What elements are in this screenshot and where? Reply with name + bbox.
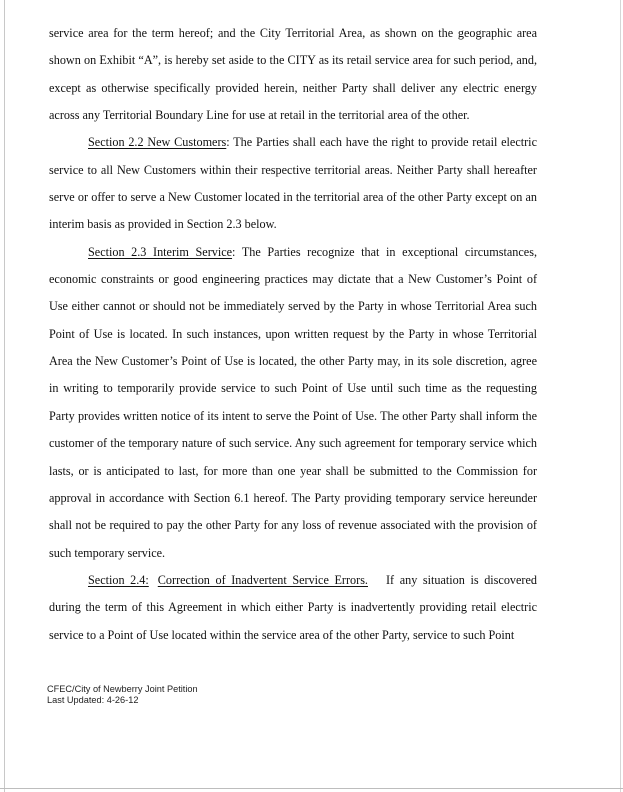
page-edge-left [4, 0, 5, 792]
section-2-3-body: The Parties recognize that in exceptional circumstances, economic constraints or good engineering practices may dictate that a New Customer’s Point of Use either cannot or should not be immediately served by the Party in whose Territorial Area such Point of Use is located. In such instances, upon written request by the Party in whose Territorial Area the New Customer’s Point of Use is located, the other Party may, in its sole discretion, agree in writing to temporarily provide service to such Point of Use until such time as the requesting Party provides written notice of its intent to serve the Point of Use. The other Party shall inform the customer of the temporary nature of such service. Any such agreement for temporary service which lasts, or is anticipated to last, for more than one year shall be submitted to the Commission for approval in accordance with Section 6.1 hereof. The Party providing temporary service hereunder shall not be required to pay the other Party for any loss of revenue associated with the provision of such temporary service. [49, 244, 537, 560]
continued-paragraph: service area for the term hereof; and the City Territorial Area, as shown on the geographic area shown on Exhibit “A”, is hereby set aside to the CITY as its retail service area for such period, and, except as otherwise specifically provided herein, neither Party shall deliver any electric energy across any Territorial Boundary Line for use at retail in the territorial area of the other. [49, 26, 537, 123]
section-2-2-paragraph [49, 129, 537, 238]
section-2-4-title: Correction of Inadvertent Service Errors. [157, 572, 368, 587]
page-edge-bottom [0, 788, 623, 789]
section-2-4-paragraph [49, 567, 537, 649]
page-footer [47, 684, 198, 706]
section-2-4-body: If any situation is discovered during the term of this Agreement in which either Party is inadvertently providing retail electric service to a Point of Use located within the service area of the other Party, service to such Point [49, 572, 537, 642]
section-2-2-heading: Section 2.2 New Customers [88, 135, 227, 150]
section-2-4-number: Section 2.4: [88, 572, 149, 587]
section-2-3-paragraph [49, 239, 537, 567]
section-2-2-separator: : [226, 135, 230, 150]
page-edge-right [620, 0, 621, 792]
footer-petition-title: CFEC/City of Newberry Joint Petition [47, 684, 198, 694]
section-2-3-heading: Section 2.3 Interim Service [88, 244, 233, 259]
document-body [49, 20, 537, 649]
footer-last-updated: Last Updated: 4-26-12 [47, 695, 139, 705]
section-2-3-separator: : [232, 244, 236, 259]
section-2-2-body: The Parties shall each have the right to provide retail electric service to all New Customers within their respective territorial areas. Neither Party shall hereafter serve or offer to serve a New Customer located in the territorial area of the other Party except on an interim basis as provided in Section 2.3 below. [49, 135, 537, 232]
